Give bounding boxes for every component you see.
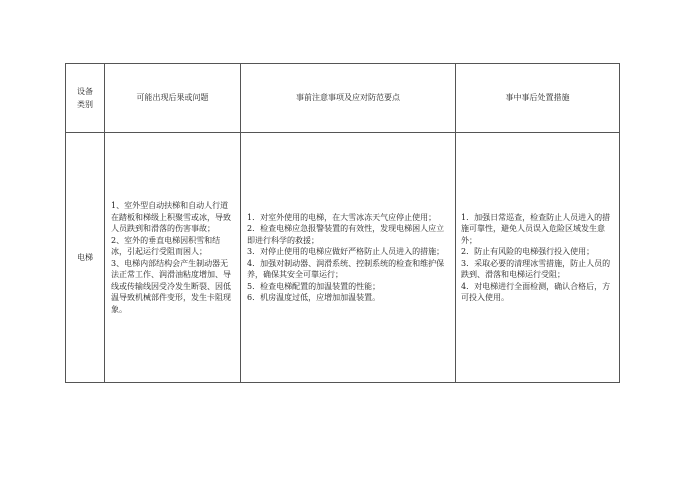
list-item: 2、室外的垂直电梯因积雪和结冰，引起运行受阻而困人； bbox=[111, 235, 221, 256]
measures-table bbox=[65, 63, 620, 383]
list-item: 2．检查电梯应急报警装置的有效性，发现电梯困人应立即进行科学的救援； bbox=[247, 224, 445, 245]
list-item: 3、电梯内部结构会产生制动器无法正常工作、润滑油粘度增加、导线或传输线因受冷发生断裂、因低温导致机械部件变形，发生卡阻现象。 bbox=[111, 258, 231, 314]
list-item: 1．对室外使用的电梯，在大雪冰冻天气应停止使用； bbox=[247, 212, 437, 222]
precautions-cell bbox=[241, 133, 456, 383]
list-item: 3．采取必要的清理冰雪措施，防止人员的跌到、滑落和电梯运行受阻； bbox=[461, 258, 611, 279]
list-item: 1、室外型自动扶梯和自动人行道在踏板和梯级上积聚雪或冰，导致人员跌到和滑落的伤害事故； bbox=[111, 201, 231, 233]
issues-cell bbox=[105, 133, 241, 383]
header-row bbox=[66, 64, 620, 133]
list-item: 5．检查电梯配置的加温装置的性能； bbox=[247, 281, 381, 291]
list-item: 4．加强对制动器、润滑系统、控制系统的检查和维护保养，确保其安全可靠运行； bbox=[247, 258, 445, 279]
header-response: 事中事后处置措施 bbox=[456, 64, 620, 133]
header-issues: 可能出现后果或问题 bbox=[105, 64, 241, 133]
response-cell bbox=[456, 133, 620, 383]
table-row bbox=[66, 133, 620, 383]
header-precautions: 事前注意事项及应对防范要点 bbox=[241, 64, 456, 133]
category-cell: 电梯 bbox=[66, 133, 105, 383]
header-category-label: 设备类别 bbox=[77, 87, 93, 109]
list-item: 4．对电梯进行全面检测，确认合格后，方可投入使用。 bbox=[461, 281, 611, 302]
response-list bbox=[456, 212, 619, 304]
precautions-list bbox=[241, 212, 455, 304]
header-category bbox=[66, 64, 105, 133]
list-item: 2．防止有风险的电梯强行投入使用； bbox=[461, 247, 595, 256]
issues-list bbox=[105, 200, 240, 315]
list-item: 6．机房温度过低，应增加加温装置。 bbox=[247, 293, 381, 302]
list-item: 3．对停止使用的电梯应做好严格防止人员进入的措施； bbox=[247, 247, 445, 256]
list-item: 1．加强日常巡查，检查防止人员进入的措施可靠性，避免人员误入危险区域发生意外； bbox=[461, 212, 611, 245]
